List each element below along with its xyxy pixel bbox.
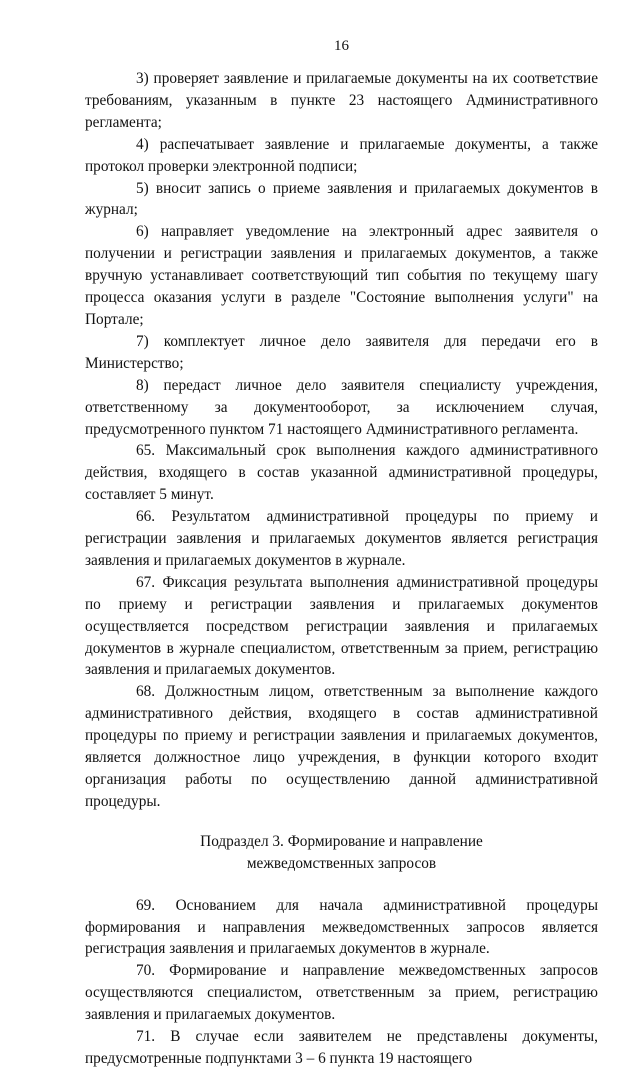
item-4-print-documents: 4) распечатывает заявление и прилагаемые документы, а также протокол проверки электронной подписи; [85,135,598,175]
body-text-bottom [85,895,598,1070]
clause-65: 65. Максимальный срок выполнения каждого административного действия, входящего в состав указанной административной процедуры, составляет 5 минут. [85,442,598,504]
item-6-send-notification: 6) направляет уведомление на электронный адрес заявителя о получении и регистрации заявления и прилагаемых документов, а также вручную устанавливает соответствующий тип события по текущему шагу процесса оказания услуги в разделе "Состояние выполнения услуги" на Портале; [85,223,598,328]
subsection-heading-line-2: межведомственных запросов [246,854,437,872]
clause-67: 67. Фиксация результата выполнения административной процедуры по приему и регистрации заявления и прилагаемых документов осуществляется посредством регистрации заявления и прилагаемых документов в журнале специалистом, ответственным за прием, регистрацию заявления и прилагаемых документов. [85,573,598,679]
item-7-compile-file: 7) комплектует личное дело заявителя для передачи его в Министерство; [85,332,598,372]
page-number: 16 [334,38,349,54]
body-text-top [85,68,598,813]
clause-68: 68. Должностным лицом, ответственным за выполнение каждого административного действия, входящего в состав административной процедуры по приему и регистрации заявления и прилагаемых документов, является должностное лицо учреждения, в функции которого входит организация работы по осуществлению данной административной процедуры. [85,683,598,810]
clause-66: 66. Результатом административной процедуры по приему и регистрации заявления и прилагаемых документов является регистрация заявления и прилагаемых документов в журнале. [85,508,598,569]
clause-69: 69. Основанием для начала административной процедуры формирования и направления межведомственных запросов является регистрация заявления и прилагаемых документов в журнале. [85,896,598,958]
clause-70: 70. Формирование и направление межведомственных запросов осуществляются специалистом, ответственным за прием, регистрацию заявления и прилагаемых документов. [85,962,598,1024]
subsection-heading [85,831,598,875]
subsection-heading-line-1: Подраздел 3. Формирование и направление [200,832,483,850]
clause-71: 71. В случае если заявителем не представлены документы, предусмотренные подпунктами 3 – 6 пункта 19 настоящего [85,1028,598,1067]
item-5-journal-entry: 5) вносит запись о приеме заявления и прилагаемых документов в журнал; [85,179,598,219]
item-3-check-documents: 3) проверяет заявление и прилагаемые документы на их соответствие требованиям, указанным в пункте 23 настоящего Административного регламента; [85,70,598,131]
item-8-transfer-file: 8) передаст личное дело заявителя специалисту учреждения, ответственному за документооборот, за исключением случая, предусмотренного пунктом 71 настоящего Административного регламента. [85,376,598,438]
